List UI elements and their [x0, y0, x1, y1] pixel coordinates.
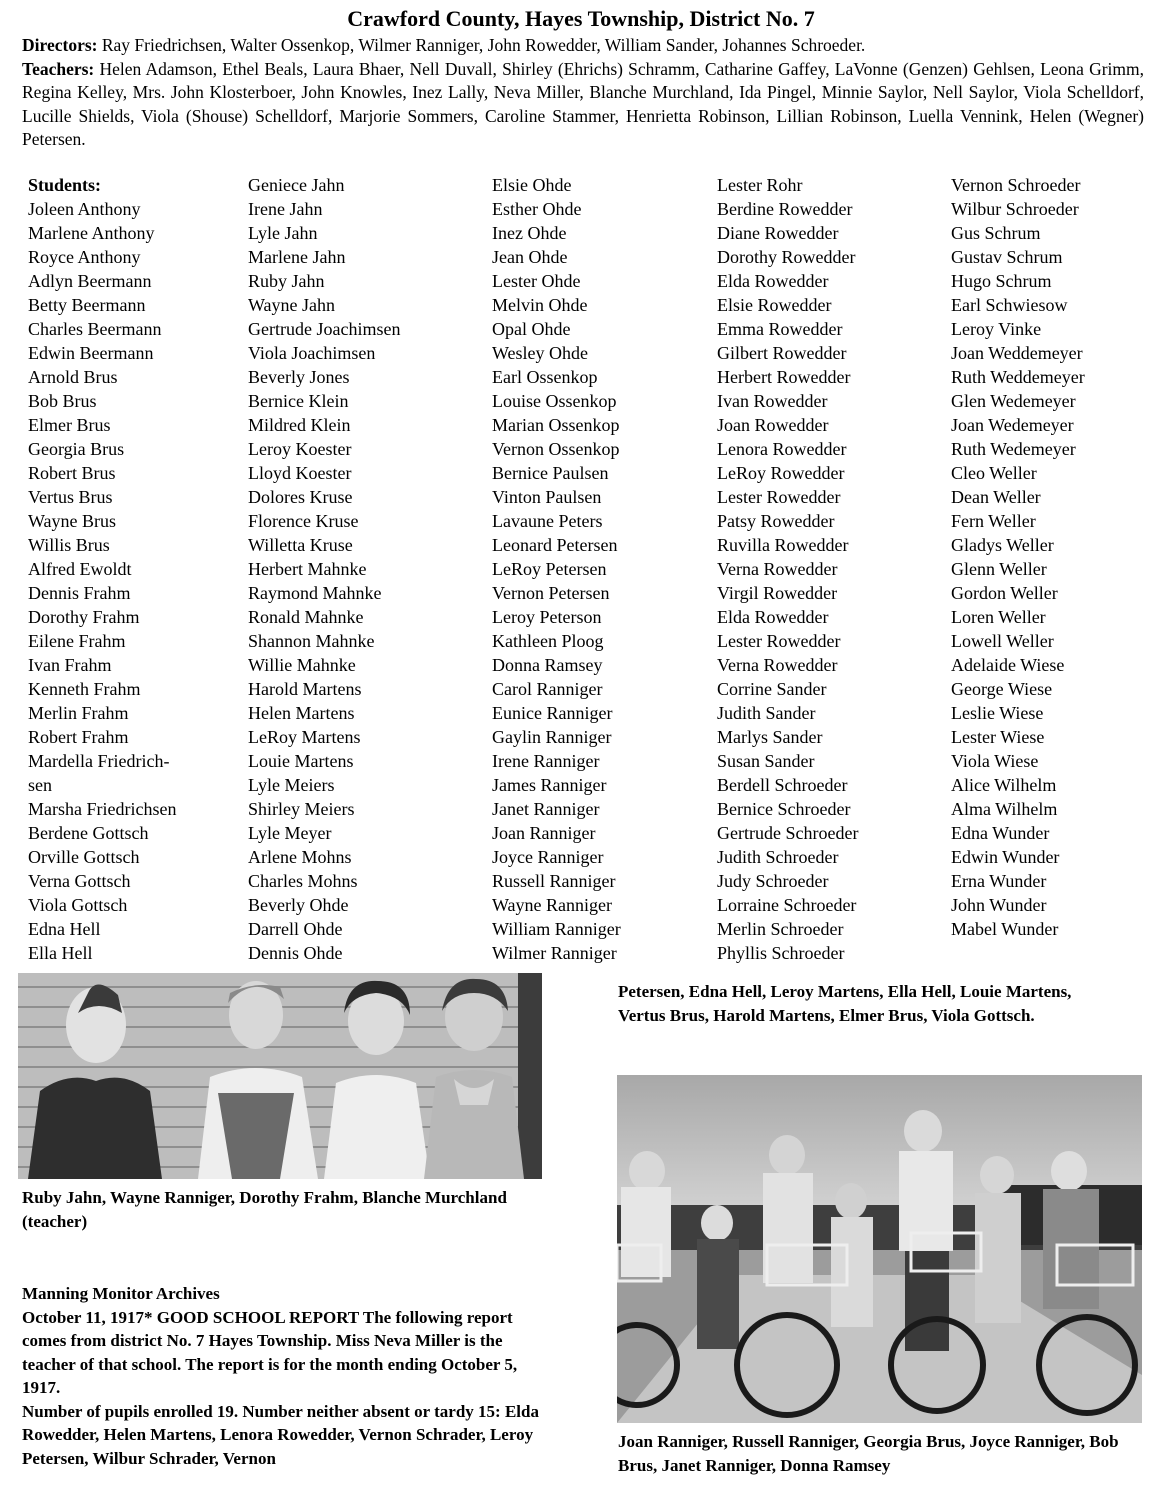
group-photo-children-bicycles — [617, 1075, 1142, 1423]
student-name: Esther Ohde — [492, 199, 582, 219]
student-name: Shannon Mahnke — [248, 631, 375, 651]
student-name: Wesley Ohde — [492, 343, 589, 363]
student-name: Melvin Ohde — [492, 295, 588, 315]
student-name: LeRoy Rowedder — [717, 463, 845, 483]
student-name: Wilbur Schroeder — [951, 199, 1079, 219]
student-name: Marlene Jahn — [248, 247, 346, 267]
student-name: Betty Beermann — [28, 295, 146, 315]
student-name: Verna Rowedder — [717, 559, 838, 579]
student-name: Ivan Rowedder — [717, 391, 828, 411]
student-name: Judith Sander — [717, 703, 816, 723]
student-name: Mardella Friedrich- — [28, 751, 170, 771]
photo1-caption: Ruby Jahn, Wayne Ranniger, Dorothy Frahm, Blanche Murchland (teacher) — [22, 1188, 507, 1231]
student-name: Ruth Wedemeyer — [951, 439, 1076, 459]
student-name: Edna Hell — [28, 919, 101, 939]
student-name: Vernon Schroeder — [951, 175, 1081, 195]
student-name: Mildred Klein — [248, 415, 351, 435]
student-name: Wilmer Ranniger — [492, 943, 617, 963]
student-name: Glenn Weller — [951, 559, 1047, 579]
student-name: Dennis Ohde — [248, 943, 343, 963]
student-name: Joan Ranniger — [492, 823, 596, 843]
student-name: Susan Sander — [717, 751, 815, 771]
student-name: Phyllis Schroeder — [717, 943, 845, 963]
students-column-3 — [492, 173, 621, 965]
student-name: Edwin Beermann — [28, 343, 154, 363]
student-name: Leroy Peterson — [492, 607, 602, 627]
student-name: Ivan Frahm — [28, 655, 112, 675]
student-name: Marlys Sander — [717, 727, 823, 747]
student-name: Judy Schroeder — [717, 871, 829, 891]
student-name: Adlyn Beermann — [28, 271, 152, 291]
student-name: Arnold Brus — [28, 367, 118, 387]
student-name: Lester Wiese — [951, 727, 1045, 747]
student-name: Carol Ranniger — [492, 679, 603, 699]
student-name: LeRoy Petersen — [492, 559, 607, 579]
student-name: Elsie Rowedder — [717, 295, 832, 315]
directors-line — [22, 34, 1144, 58]
student-name: Louie Martens — [248, 751, 354, 771]
student-name: Alice Wilhelm — [951, 775, 1057, 795]
student-name: Wayne Ranniger — [492, 895, 613, 915]
student-name: Willetta Kruse — [248, 535, 353, 555]
student-name: Lorraine Schroeder — [717, 895, 857, 915]
student-name: Kathleen Ploog — [492, 631, 604, 651]
student-name: Alfred Ewoldt — [28, 559, 132, 579]
student-name: Viola Joachimsen — [248, 343, 376, 363]
group-photo-four-people — [18, 973, 542, 1179]
intro-block — [22, 34, 1144, 152]
archive-heading: Manning Monitor Archives — [22, 1284, 220, 1303]
student-name: Joan Wedemeyer — [951, 415, 1074, 435]
student-name: Gertrude Joachimsen — [248, 319, 401, 339]
student-name: Kenneth Frahm — [28, 679, 141, 699]
student-name: Bernice Schroeder — [717, 799, 851, 819]
student-name: Raymond Mahnke — [248, 583, 382, 603]
student-name: Ella Hell — [28, 943, 93, 963]
student-name: Lester Rowedder — [717, 487, 841, 507]
student-name: Joleen Anthony — [28, 199, 141, 219]
student-name: Gilbert Rowedder — [717, 343, 847, 363]
student-name: Irene Ranniger — [492, 751, 600, 771]
archive-article — [22, 1282, 544, 1470]
student-name: Loren Weller — [951, 607, 1046, 627]
student-name: Inez Ohde — [492, 223, 567, 243]
student-name: Marsha Friedrichsen — [28, 799, 177, 819]
student-name: Fern Weller — [951, 511, 1036, 531]
student-name: LeRoy Martens — [248, 727, 361, 747]
students-label: Students: — [28, 175, 102, 195]
student-name: Virgil Rowedder — [717, 583, 838, 603]
student-name: Robert Frahm — [28, 727, 129, 747]
students-column-5 — [951, 173, 1085, 941]
student-name: Vinton Paulsen — [492, 487, 602, 507]
student-name: Darrell Ohde — [248, 919, 343, 939]
student-name: Lavaune Peters — [492, 511, 603, 531]
student-name: Lyle Meiers — [248, 775, 335, 795]
student-name: Dean Weller — [951, 487, 1041, 507]
student-name: Shirley Meiers — [248, 799, 355, 819]
student-name: Lenora Rowedder — [717, 439, 847, 459]
student-name: Glen Wedemeyer — [951, 391, 1076, 411]
student-name: Eilene Frahm — [28, 631, 126, 651]
student-name: William Ranniger — [492, 919, 621, 939]
student-name: Verna Rowedder — [717, 655, 838, 675]
student-name: Viola Gottsch — [28, 895, 128, 915]
student-name: Verna Gottsch — [28, 871, 131, 891]
student-name: Berdene Gottsch — [28, 823, 149, 843]
student-name: Janet Ranniger — [492, 799, 600, 819]
student-name: Leroy Vinke — [951, 319, 1042, 339]
student-name: Orville Gottsch — [28, 847, 140, 867]
teachers-label: Teachers: — [22, 58, 95, 79]
student-name: Lester Rohr — [717, 175, 803, 195]
student-name: Lester Rowedder — [717, 631, 841, 651]
student-name: Judith Schroeder — [717, 847, 839, 867]
student-name: Dorothy Rowedder — [717, 247, 856, 267]
student-name: Willie Mahnke — [248, 655, 356, 675]
student-name: Arlene Mohns — [248, 847, 352, 867]
student-name: Opal Ohde — [492, 319, 571, 339]
student-name: Bernice Paulsen — [492, 463, 609, 483]
student-name: Cleo Weller — [951, 463, 1037, 483]
student-name: Elmer Brus — [28, 415, 111, 435]
student-name: Royce Anthony — [28, 247, 141, 267]
student-name: George Wiese — [951, 679, 1053, 699]
student-name: Erna Wunder — [951, 871, 1047, 891]
student-name: Louise Ossenkop — [492, 391, 617, 411]
student-name: Harold Martens — [248, 679, 362, 699]
student-name: Jean Ohde — [492, 247, 568, 267]
student-name: Beverly Ohde — [248, 895, 349, 915]
student-name: Gus Schrum — [951, 223, 1041, 243]
student-name: Gaylin Ranniger — [492, 727, 612, 747]
student-name: Joan Weddemeyer — [951, 343, 1083, 363]
student-name: Elda Rowedder — [717, 607, 829, 627]
student-name: Donna Ramsey — [492, 655, 603, 675]
student-name: Earl Schwiesow — [951, 295, 1068, 315]
student-name: Ruvilla Rowedder — [717, 535, 849, 555]
student-name: Marian Ossenkop — [492, 415, 620, 435]
student-name: Gladys Weller — [951, 535, 1054, 555]
student-name: Eunice Ranniger — [492, 703, 613, 723]
student-name: sen — [28, 775, 52, 795]
continued-caption: Petersen, Edna Hell, Leroy Martens, Ella Hell, Louie Martens, Vertus Brus, Harold Martens, Elmer Brus, Viola Gottsch. — [618, 982, 1072, 1025]
student-name: Patsy Rowedder — [717, 511, 835, 531]
archive-paragraph — [22, 1306, 544, 1400]
students-column-1 — [28, 173, 176, 965]
student-name: Alma Wilhelm — [951, 799, 1058, 819]
student-name: Gertrude Schroeder — [717, 823, 859, 843]
student-name: Beverly Jones — [248, 367, 350, 387]
teachers-text: Helen Adamson, Ethel Beals, Laura Bhaer, Nell Duvall, Shirley (Ehrichs) Schramm, Catharine Gaffey, LaVonne (Genzen) Gehlsen, Leona Grimm, Regina Kelley, Mrs. John Klosterboer, John Knowles, Inez Lally, Neva Miller, Blanche Murchland, Ida Pingel, Minnie Saylor, Nell Saylor, Viola Schelldorf, Lucille Shields, Viola (Shouse) Schelldorf, Marjorie Sommers, Caroline Stammer, Henrietta Robinson, Lillian Robinson, Luella Vennink, Helen (Wegner) Petersen. — [22, 58, 1144, 149]
student-name: Adelaide Wiese — [951, 655, 1065, 675]
student-name: Ronald Mahnke — [248, 607, 364, 627]
student-name: Gordon Weller — [951, 583, 1058, 603]
student-name: Lyle Meyer — [248, 823, 332, 843]
student-name: Lowell Weller — [951, 631, 1054, 651]
student-name: Willis Brus — [28, 535, 110, 555]
student-name: Gustav Schrum — [951, 247, 1063, 267]
student-name: Joyce Ranniger — [492, 847, 604, 867]
student-name: Berdell Schroeder — [717, 775, 848, 795]
student-name: Russell Ranniger — [492, 871, 616, 891]
student-name: Lloyd Koester — [248, 463, 352, 483]
student-name: Corrine Sander — [717, 679, 827, 699]
student-name: Wayne Brus — [28, 511, 117, 531]
student-name: Leroy Koester — [248, 439, 352, 459]
students-column-2 — [248, 173, 400, 965]
student-name: Elsie Ohde — [492, 175, 572, 195]
student-name: Edna Wunder — [951, 823, 1050, 843]
student-name: Lester Ohde — [492, 271, 581, 291]
student-name: Florence Kruse — [248, 511, 359, 531]
student-name: Mabel Wunder — [951, 919, 1059, 939]
student-name: Vernon Ossenkop — [492, 439, 620, 459]
teachers-line — [22, 58, 1144, 152]
student-name: Robert Brus — [28, 463, 116, 483]
student-name: Herbert Rowedder — [717, 367, 851, 387]
student-name: Joan Rowedder — [717, 415, 829, 435]
student-name: Emma Rowedder — [717, 319, 843, 339]
student-name: Marlene Anthony — [28, 223, 155, 243]
archive-body: GOOD SCHOOL REPORT The following report comes from district No. 7 Hayes Township. Miss Neva Miller is the teacher of that school. The report is for the month ending October 5, 1917. — [22, 1307, 518, 1397]
student-name: Charles Beermann — [28, 319, 162, 339]
student-name: Wayne Jahn — [248, 295, 336, 315]
archive-paragraph-2: Number of pupils enrolled 19. Number neither absent or tardy 15: Elda Rowedder, Helen Martens, Lenora Rowedder, Vernon Schrader, Leroy Petersen, Wilbur Schrader, Vernon — [22, 1401, 539, 1468]
student-name: Ruth Weddemeyer — [951, 367, 1085, 387]
student-name: John Wunder — [951, 895, 1047, 915]
student-name: Leslie Wiese — [951, 703, 1044, 723]
directors-label: Directors: — [22, 35, 98, 55]
student-name: Vertus Brus — [28, 487, 113, 507]
directors-text: Ray Friedrichsen, Walter Ossenkop, Wilmer Ranniger, John Rowedder, William Sander, Johannes Schroeder. — [101, 35, 866, 55]
student-name: Bob Brus — [28, 391, 97, 411]
student-name: Ruby Jahn — [248, 271, 325, 291]
archive-dateline: October 11, 1917* — [22, 1307, 153, 1327]
photo2-caption: Joan Ranniger, Russell Ranniger, Georgia Brus, Joyce Ranniger, Bob Brus, Janet Ranniger, Donna Ramsey — [618, 1432, 1119, 1475]
student-name: Leonard Petersen — [492, 535, 618, 555]
student-name: Earl Ossenkop — [492, 367, 598, 387]
student-name: Diane Rowedder — [717, 223, 839, 243]
student-name: James Ranniger — [492, 775, 607, 795]
page-title: Crawford County, Hayes Township, District No. 7 — [347, 6, 815, 31]
student-name: Irene Jahn — [248, 199, 323, 219]
student-name: Berdine Rowedder — [717, 199, 853, 219]
student-name: Edwin Wunder — [951, 847, 1060, 867]
student-name: Vernon Petersen — [492, 583, 610, 603]
student-name: Viola Wiese — [951, 751, 1039, 771]
students-column-4 — [717, 173, 858, 965]
student-name: Hugo Schrum — [951, 271, 1052, 291]
student-name: Charles Mohns — [248, 871, 358, 891]
student-name: Herbert Mahnke — [248, 559, 367, 579]
student-name: Dennis Frahm — [28, 583, 131, 603]
student-name: Dorothy Frahm — [28, 607, 140, 627]
student-name: Georgia Brus — [28, 439, 125, 459]
student-name: Lyle Jahn — [248, 223, 318, 243]
student-name: Dolores Kruse — [248, 487, 353, 507]
student-name: Bernice Klein — [248, 391, 349, 411]
student-name: Merlin Schroeder — [717, 919, 844, 939]
student-name: Helen Martens — [248, 703, 355, 723]
student-name: Merlin Frahm — [28, 703, 129, 723]
student-name: Elda Rowedder — [717, 271, 829, 291]
student-name: Geniece Jahn — [248, 175, 345, 195]
